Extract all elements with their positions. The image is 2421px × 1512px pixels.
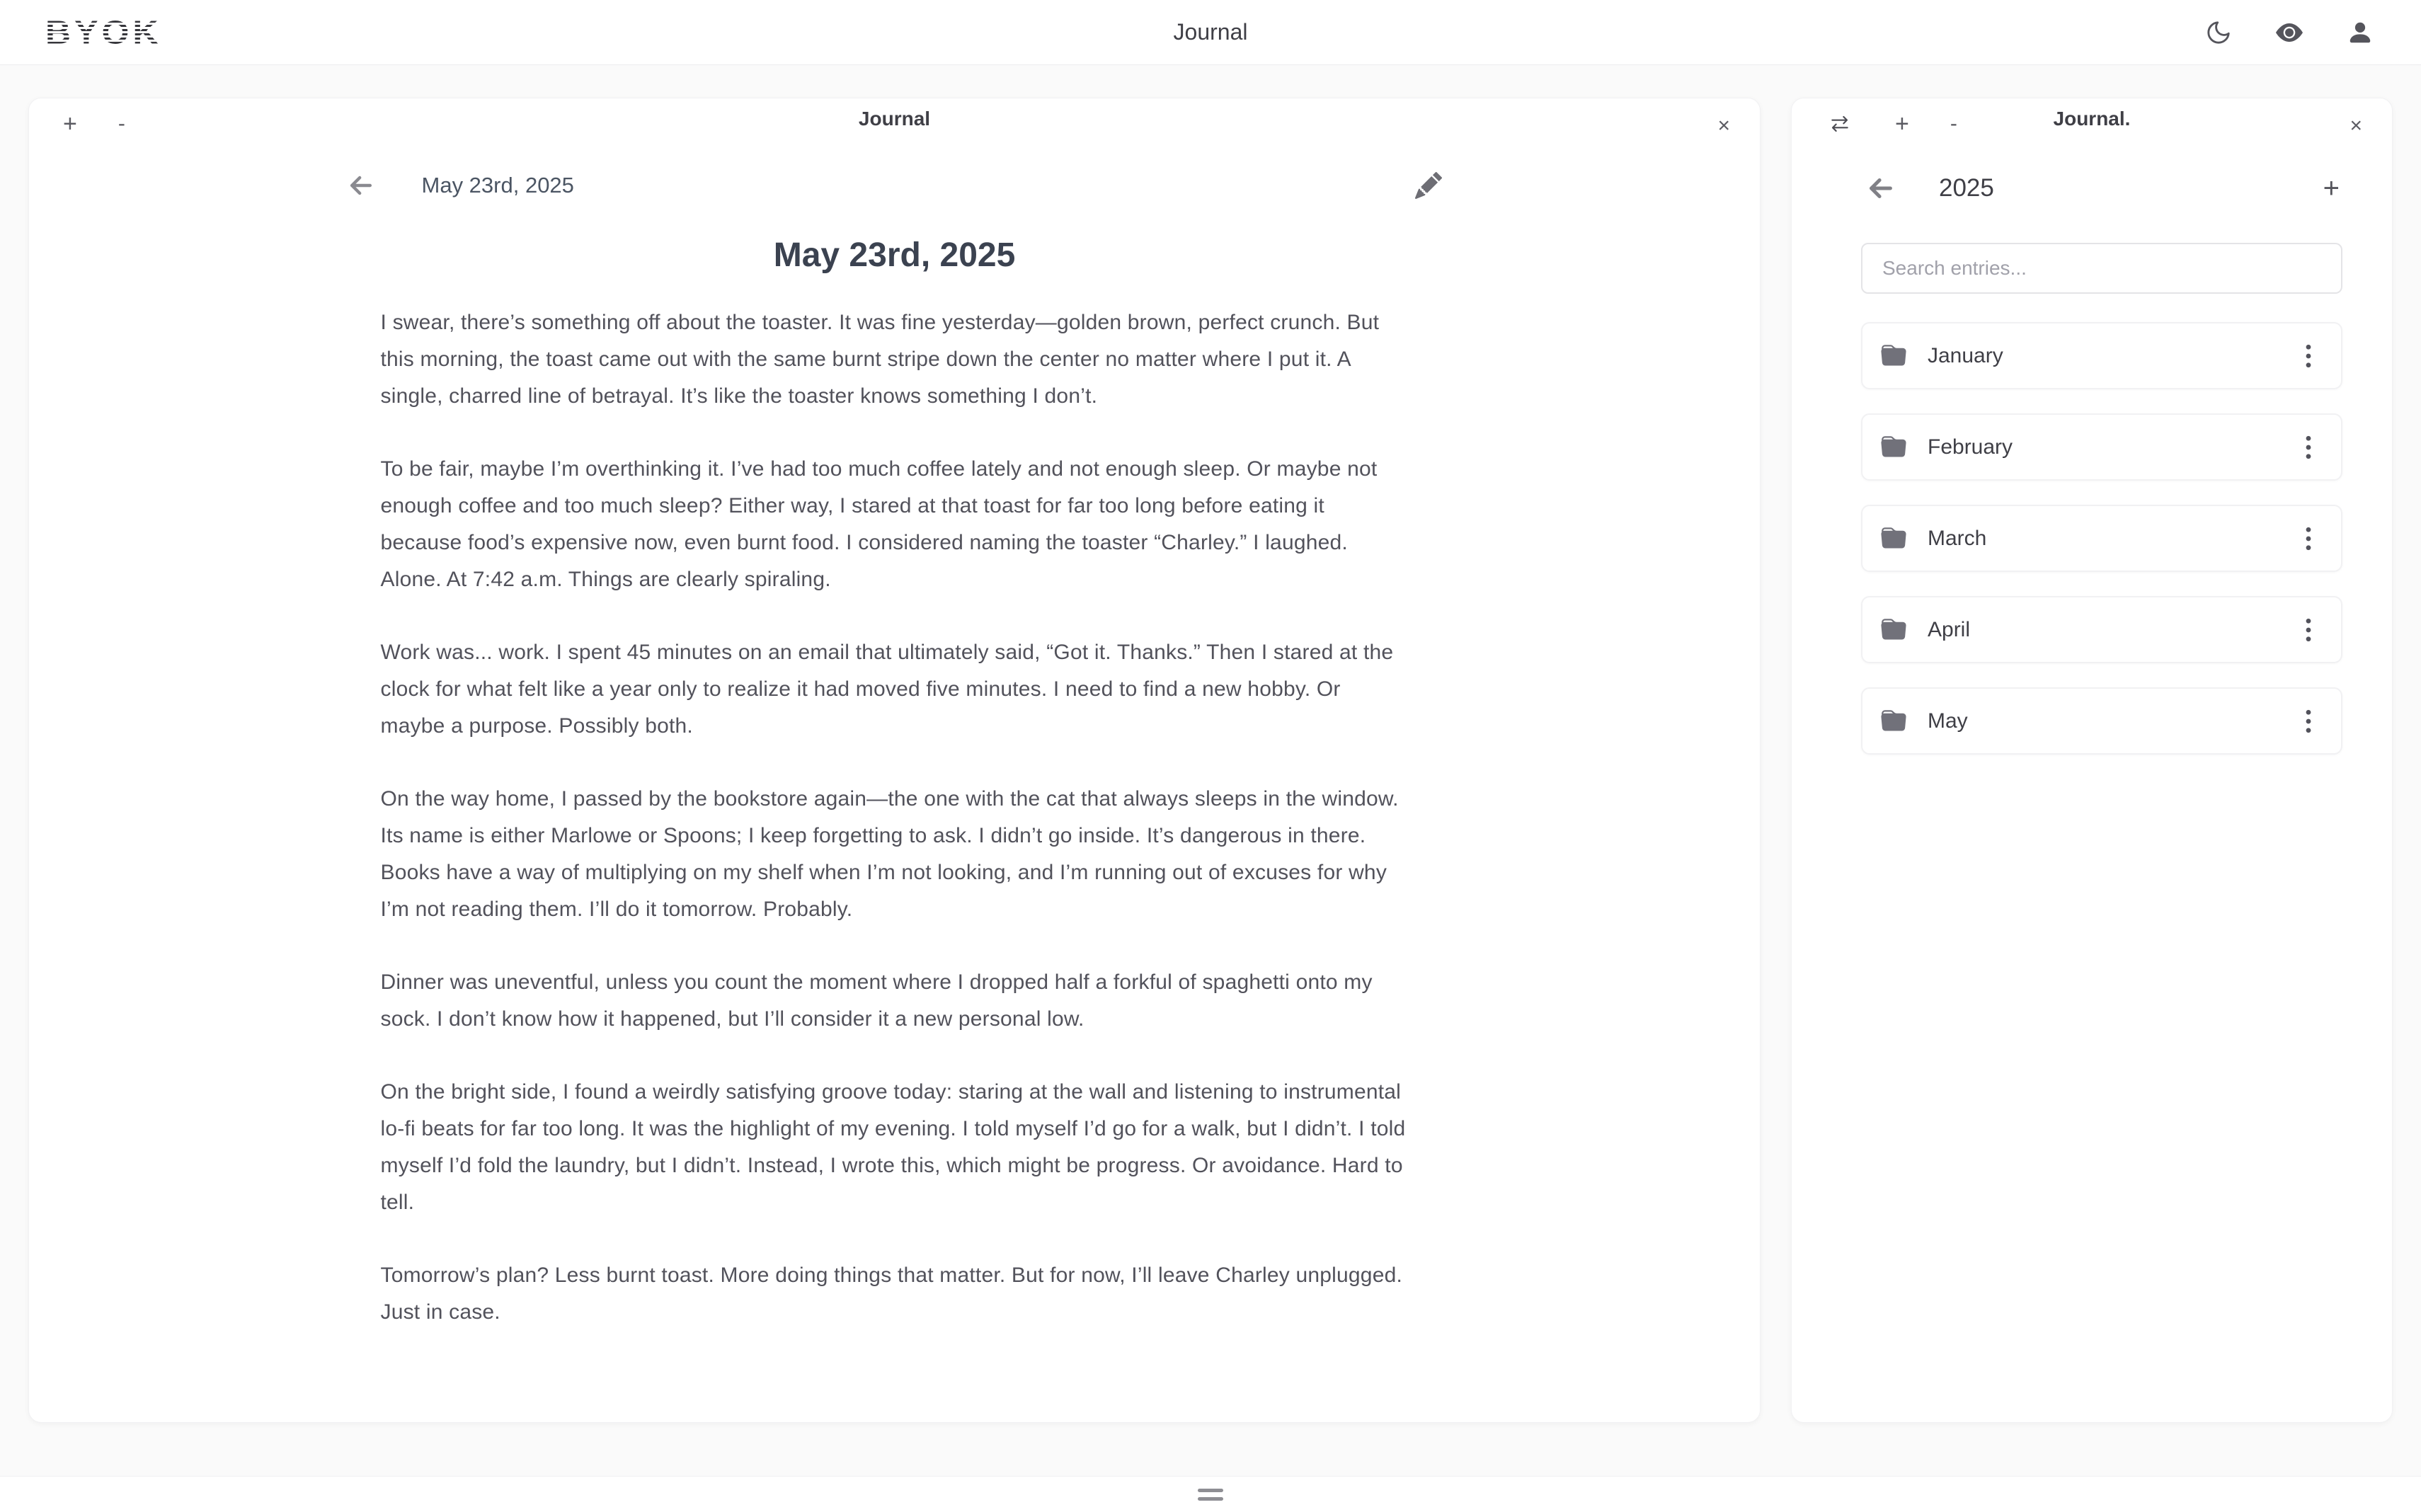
month-label: March bbox=[1928, 526, 1987, 550]
month-folder-april[interactable] bbox=[1861, 596, 2342, 663]
folder-icon bbox=[1881, 435, 1906, 460]
add-entry-button[interactable]: + bbox=[2320, 174, 2342, 202]
entry-paragraph: On the way home, I passed by the bookstore again—the one with the cat that always sleeps in the window. Its name is either Marlowe or Spoons; I keep forgetting to ask. I didn’t go inside. It’s dangerous in there. Books have a way of multiplying on my shelf when I’m not looking, and I’m running out of excuses for why I’m not reading them. I’ll do it tomorrow. Probably. bbox=[380, 787, 1399, 921]
entry-panel-controls bbox=[59, 112, 130, 136]
month-list bbox=[1861, 322, 2342, 755]
month-folder-january[interactable] bbox=[1861, 322, 2342, 389]
account-button[interactable] bbox=[2345, 17, 2376, 48]
month-label: April bbox=[1928, 617, 1971, 641]
entry-date-label: May 23rd, 2025 bbox=[421, 173, 574, 197]
preview-button[interactable] bbox=[2274, 17, 2305, 48]
month-label: May bbox=[1928, 709, 1968, 733]
folder-icon bbox=[1881, 343, 1906, 369]
entry-paragraph: Work was... work. I spent 45 minutes on an email that ultimately said, “Got it. Thanks.” Then I stared at the clock for what felt like a year only to realize it had moved five minutes. I need to find a new hobby. Or maybe a purpose. Possibly both. bbox=[380, 641, 1394, 738]
month-folder-march[interactable] bbox=[1861, 505, 2342, 572]
entry-paragraph: On the bright side, I found a weirdly satisfying groove today: staring at the wall and listening to instrumental lo-fi beats for far too long. It was the highlight of my evening. I told myself I’d go for a walk, but I didn’t. I told myself I’d fold the laundry, but I didn’t. Instead, I wrote this, which might be progress. Or avoidance. Hard to tell. bbox=[380, 1080, 1406, 1214]
entry-paragraph: Tomorrow’s plan? Less burnt toast. More doing things that matter. But for now, I’ll leave Charley unplugged. Just in case. bbox=[380, 1264, 1402, 1324]
swap-arrows-icon bbox=[1826, 113, 1854, 135]
panel-close-button[interactable]: × bbox=[2350, 114, 2362, 137]
browser-content bbox=[1792, 168, 2392, 755]
top-navbar bbox=[0, 0, 2421, 65]
panel-remove-button[interactable]: - bbox=[114, 113, 130, 134]
app-title: Journal bbox=[1173, 19, 1248, 45]
folder-icon bbox=[1881, 617, 1906, 643]
folder-icon bbox=[1881, 526, 1906, 551]
entry-heading: May 23rd, 2025 bbox=[773, 236, 1016, 274]
month-label: January bbox=[1928, 343, 2003, 367]
browser-panel-title: Journal. bbox=[2053, 108, 2131, 130]
entry-content bbox=[343, 165, 1447, 1331]
bottom-bar bbox=[0, 1476, 2421, 1512]
entry-panel-title: Journal bbox=[858, 108, 931, 130]
entry-paragraph: To be fair, maybe I’m overthinking it. I’ve had too much coffee lately and not enough sleep. Or maybe not enough coffee and too much sleep? Either way, I stared at that toast for far too long before eating it because food’s expensive now, even burnt food. I considered naming the toaster “Charley.” I laughed. Alone. At 7:42 a.m. Things are clearly spiraling. bbox=[380, 457, 1378, 591]
journal-browser-panel bbox=[1791, 98, 2393, 1423]
folder-icon bbox=[1881, 709, 1906, 734]
theme-toggle-button[interactable] bbox=[2203, 17, 2234, 48]
handle-bar bbox=[1198, 1497, 1223, 1501]
kebab-menu-icon bbox=[2305, 344, 2312, 368]
kebab-menu-icon bbox=[2305, 709, 2312, 733]
kebab-menu-icon bbox=[2305, 618, 2312, 642]
panel-remove-button[interactable]: - bbox=[1946, 113, 1962, 134]
user-icon bbox=[2347, 19, 2374, 46]
arrow-left-icon bbox=[1865, 172, 1897, 205]
moon-icon bbox=[2205, 19, 2232, 46]
panel-close-button[interactable]: × bbox=[1717, 114, 1730, 137]
handle-bar bbox=[1198, 1489, 1223, 1492]
month-menu-button[interactable] bbox=[2294, 704, 2323, 738]
entry-paragraph: I swear, there’s something off about the toaster. It was fine yesterday—golden brown, perfect crunch. But this morning, the toast came out with the same burnt stripe down the center no matter where I put it. A single, charred line of betrayal. It’s like the toaster knows something I don’t. bbox=[380, 311, 1380, 408]
browser-panel-controls bbox=[1821, 112, 1962, 136]
resize-handle[interactable] bbox=[1191, 1484, 1230, 1505]
browser-panel-header bbox=[1792, 98, 2392, 139]
navbar-actions bbox=[2203, 17, 2376, 48]
entry-toolbar-left bbox=[343, 167, 574, 204]
month-folder-february[interactable] bbox=[1861, 413, 2342, 481]
year-label: 2025 bbox=[1939, 174, 1994, 202]
month-folder-may[interactable] bbox=[1861, 687, 2342, 755]
entry-toolbar bbox=[343, 165, 1447, 206]
entry-edit-button[interactable] bbox=[1410, 167, 1447, 204]
month-menu-button[interactable] bbox=[2294, 522, 2323, 556]
month-menu-button[interactable] bbox=[2294, 339, 2323, 373]
byok-logo[interactable]: BYOK bbox=[45, 13, 162, 51]
entry-body bbox=[343, 275, 1447, 1331]
year-back-button[interactable] bbox=[1861, 168, 1901, 208]
arrow-left-icon bbox=[345, 170, 377, 201]
month-label: February bbox=[1928, 435, 2013, 459]
search-input[interactable] bbox=[1861, 243, 2342, 294]
kebab-menu-icon bbox=[2305, 435, 2312, 459]
entry-panel-header bbox=[29, 98, 1760, 139]
entry-paragraph: Dinner was uneventful, unless you count the moment where I dropped half a forkful of spaghetti onto my sock. I don’t know how it happened, but I’ll consider it a new personal low. bbox=[380, 970, 1373, 1031]
entry-back-button[interactable] bbox=[343, 167, 379, 204]
panel-add-button[interactable]: + bbox=[59, 112, 81, 136]
panel-add-button[interactable]: + bbox=[1891, 112, 1913, 136]
swap-panels-button[interactable] bbox=[1821, 113, 1858, 135]
kebab-menu-icon bbox=[2305, 527, 2312, 551]
month-menu-button[interactable] bbox=[2294, 613, 2323, 647]
journal-entry-panel bbox=[28, 98, 1761, 1423]
month-menu-button[interactable] bbox=[2294, 430, 2323, 464]
year-row bbox=[1861, 168, 2342, 209]
pencil-icon bbox=[1415, 172, 1442, 199]
eye-icon bbox=[2276, 19, 2303, 46]
